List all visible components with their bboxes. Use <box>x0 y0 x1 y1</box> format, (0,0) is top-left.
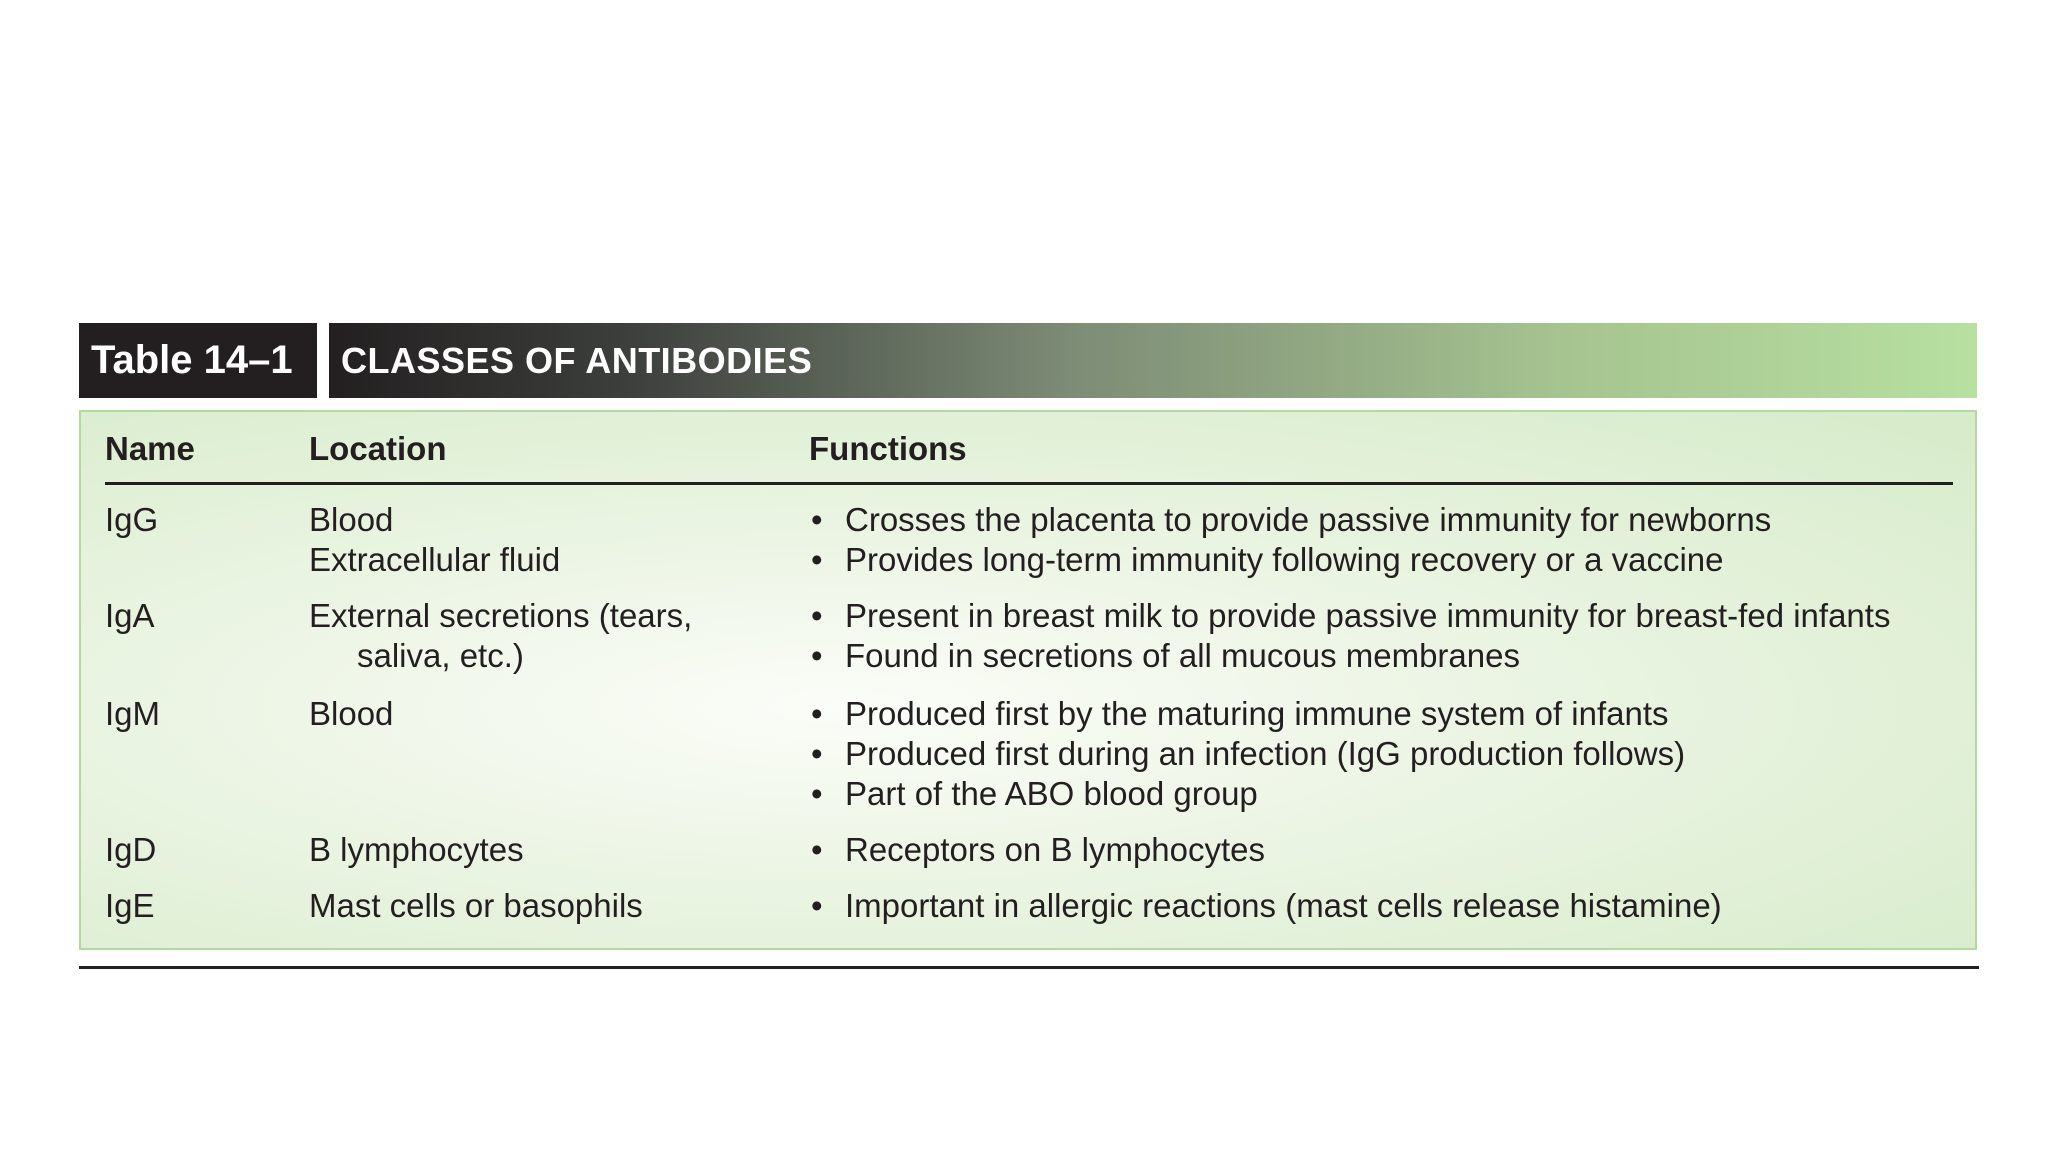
antibody-location <box>309 500 779 580</box>
function-item <box>809 830 1953 870</box>
function-text: Provides long-term immunity following recovery or a vaccine <box>845 541 1724 578</box>
antibody-functions <box>809 596 1953 676</box>
function-item <box>809 886 1953 926</box>
table-row-igd <box>105 830 1953 872</box>
table-title-bar <box>79 323 1977 398</box>
antibody-location <box>309 596 779 676</box>
table-title: CLASSES OF ANTIBODIES <box>329 323 1977 398</box>
bullet-icon: • <box>811 597 823 634</box>
bullet-icon: • <box>811 775 823 812</box>
antibody-location <box>309 694 779 734</box>
function-text: Receptors on B lymphocytes <box>845 831 1266 868</box>
location-line: External secretions (tears, <box>309 597 693 634</box>
antibody-functions <box>809 886 1953 926</box>
table-row-igg <box>105 500 1953 582</box>
function-text: Important in allergic reactions (mast cells release histamine) <box>845 887 1722 924</box>
antibody-name: IgD <box>105 831 157 868</box>
bullet-icon: • <box>811 735 823 772</box>
bullet-icon: • <box>811 831 823 868</box>
function-text: Present in breast milk to provide passive immunity for breast-fed infants <box>845 597 1891 634</box>
column-header-functions: Functions <box>809 430 967 467</box>
function-item <box>809 734 1953 774</box>
function-text: Found in secretions of all mucous membranes <box>845 637 1520 674</box>
title-separator <box>317 323 329 398</box>
function-text: Produced first during an infection (IgG production follows) <box>845 735 1686 772</box>
table-header-row <box>105 428 1953 485</box>
bottom-rule <box>79 966 1979 969</box>
antibody-functions <box>809 830 1953 870</box>
function-item <box>809 774 1953 814</box>
location-line: Extracellular fluid <box>309 541 561 578</box>
function-item <box>809 596 1953 636</box>
column-header-location: Location <box>309 430 447 467</box>
table-row-igm <box>105 694 1953 816</box>
function-item <box>809 636 1953 676</box>
location-line: saliva, etc.) <box>357 637 524 674</box>
location-line: Blood <box>309 695 394 732</box>
table-row-ige <box>105 886 1953 928</box>
location-line: Blood <box>309 501 394 538</box>
antibody-name: IgG <box>105 501 159 538</box>
antibody-location <box>309 830 779 870</box>
bullet-icon: • <box>811 695 823 732</box>
antibody-functions <box>809 500 1953 580</box>
location-line: Mast cells or basophils <box>309 887 643 924</box>
function-text: Produced first by the maturing immune system of infants <box>845 695 1669 732</box>
column-header-name: Name <box>105 430 195 467</box>
function-text: Crosses the placenta to provide passive immunity for newborns <box>845 501 1772 538</box>
antibody-classes-table <box>79 323 1977 950</box>
antibody-name: IgE <box>105 887 155 924</box>
table-body <box>79 410 1977 950</box>
bullet-icon: • <box>811 501 823 538</box>
antibody-name: IgM <box>105 695 161 732</box>
function-text: Part of the ABO blood group <box>845 775 1258 812</box>
antibody-functions <box>809 694 1953 814</box>
table-number: Table 14–1 <box>79 323 317 398</box>
antibody-location <box>309 886 779 926</box>
function-item <box>809 694 1953 734</box>
bullet-icon: • <box>811 887 823 924</box>
bullet-icon: • <box>811 637 823 674</box>
function-item <box>809 540 1953 580</box>
function-item <box>809 500 1953 540</box>
table-row-iga <box>105 596 1953 678</box>
antibody-name: IgA <box>105 597 155 634</box>
location-line: B lymphocytes <box>309 831 524 868</box>
bullet-icon: • <box>811 541 823 578</box>
